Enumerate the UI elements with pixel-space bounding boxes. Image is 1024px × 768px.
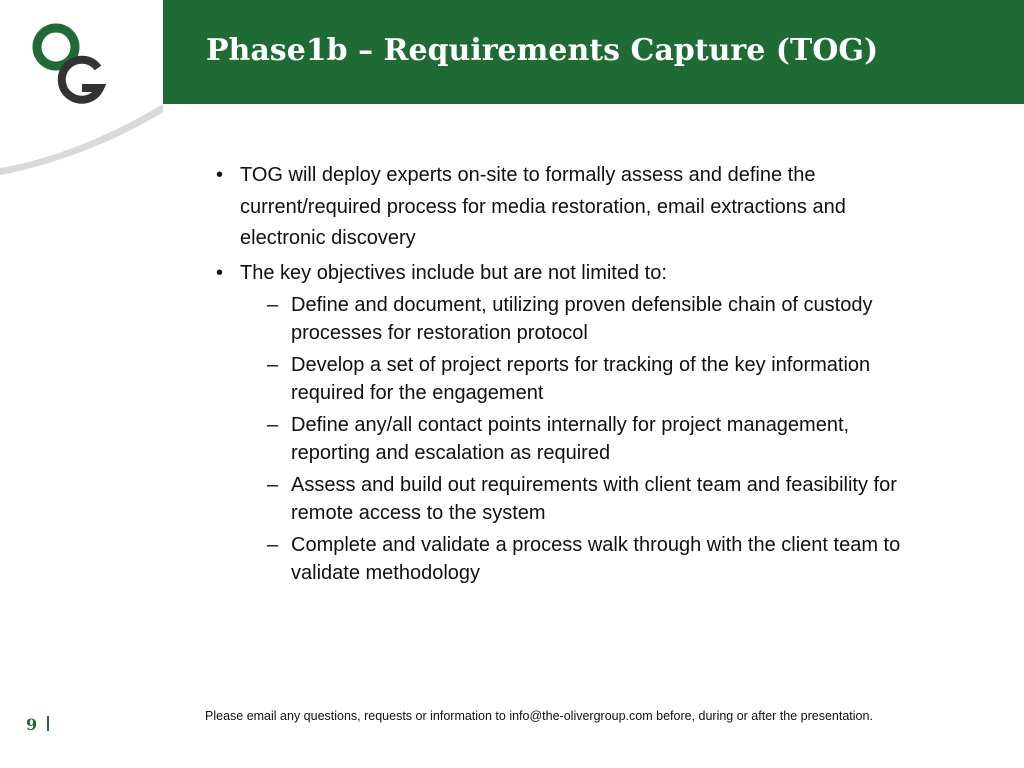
objective-item <box>214 352 914 407</box>
dash-mark: – <box>267 474 279 496</box>
dash-mark: – <box>267 414 279 436</box>
slide-title: Phase1b – Requirements Capture (TOG) <box>206 33 879 68</box>
dash-mark: – <box>267 294 279 316</box>
footer-note: Please email any questions, requests or information to info@the-olivergroup.com before, during or after the presentation. <box>205 709 873 723</box>
dash-mark: – <box>267 534 279 556</box>
og-logo-icon <box>30 22 106 106</box>
bullet-item <box>214 258 914 290</box>
bullet-mark: • <box>216 261 224 284</box>
objective-text: Define any/all contact points internally for project management, reporting and escalation as required <box>291 414 850 464</box>
bullet-mark: • <box>216 164 224 186</box>
bullet-text: The key objectives include but are not limited to: <box>240 261 667 284</box>
objective-text: Assess and build out requirements with client team and feasibility for remote access to the system <box>291 474 897 524</box>
objective-text: Develop a set of project reports for tracking of the key information required for the engagement <box>291 354 871 404</box>
objective-item <box>214 292 914 347</box>
objective-item <box>214 412 914 467</box>
objective-text: Define and document, utilizing proven defensible chain of custody processes for restoration protocol <box>291 294 873 344</box>
bullet-item <box>214 160 914 255</box>
objective-item <box>214 532 914 587</box>
slide-content <box>214 160 914 592</box>
objectives-list <box>214 292 914 587</box>
objective-item <box>214 472 914 527</box>
dash-mark: – <box>267 354 279 376</box>
header-swoosh <box>0 0 1024 175</box>
objective-text: Complete and validate a process walk through with the client team to validate methodology <box>291 534 901 584</box>
page-number: 9 <box>26 715 38 734</box>
page-number-divider <box>47 716 49 731</box>
bullet-text: TOG will deploy experts on-site to formally assess and define the current/required process for media restoration, email extractions and electronic discovery <box>240 164 846 249</box>
